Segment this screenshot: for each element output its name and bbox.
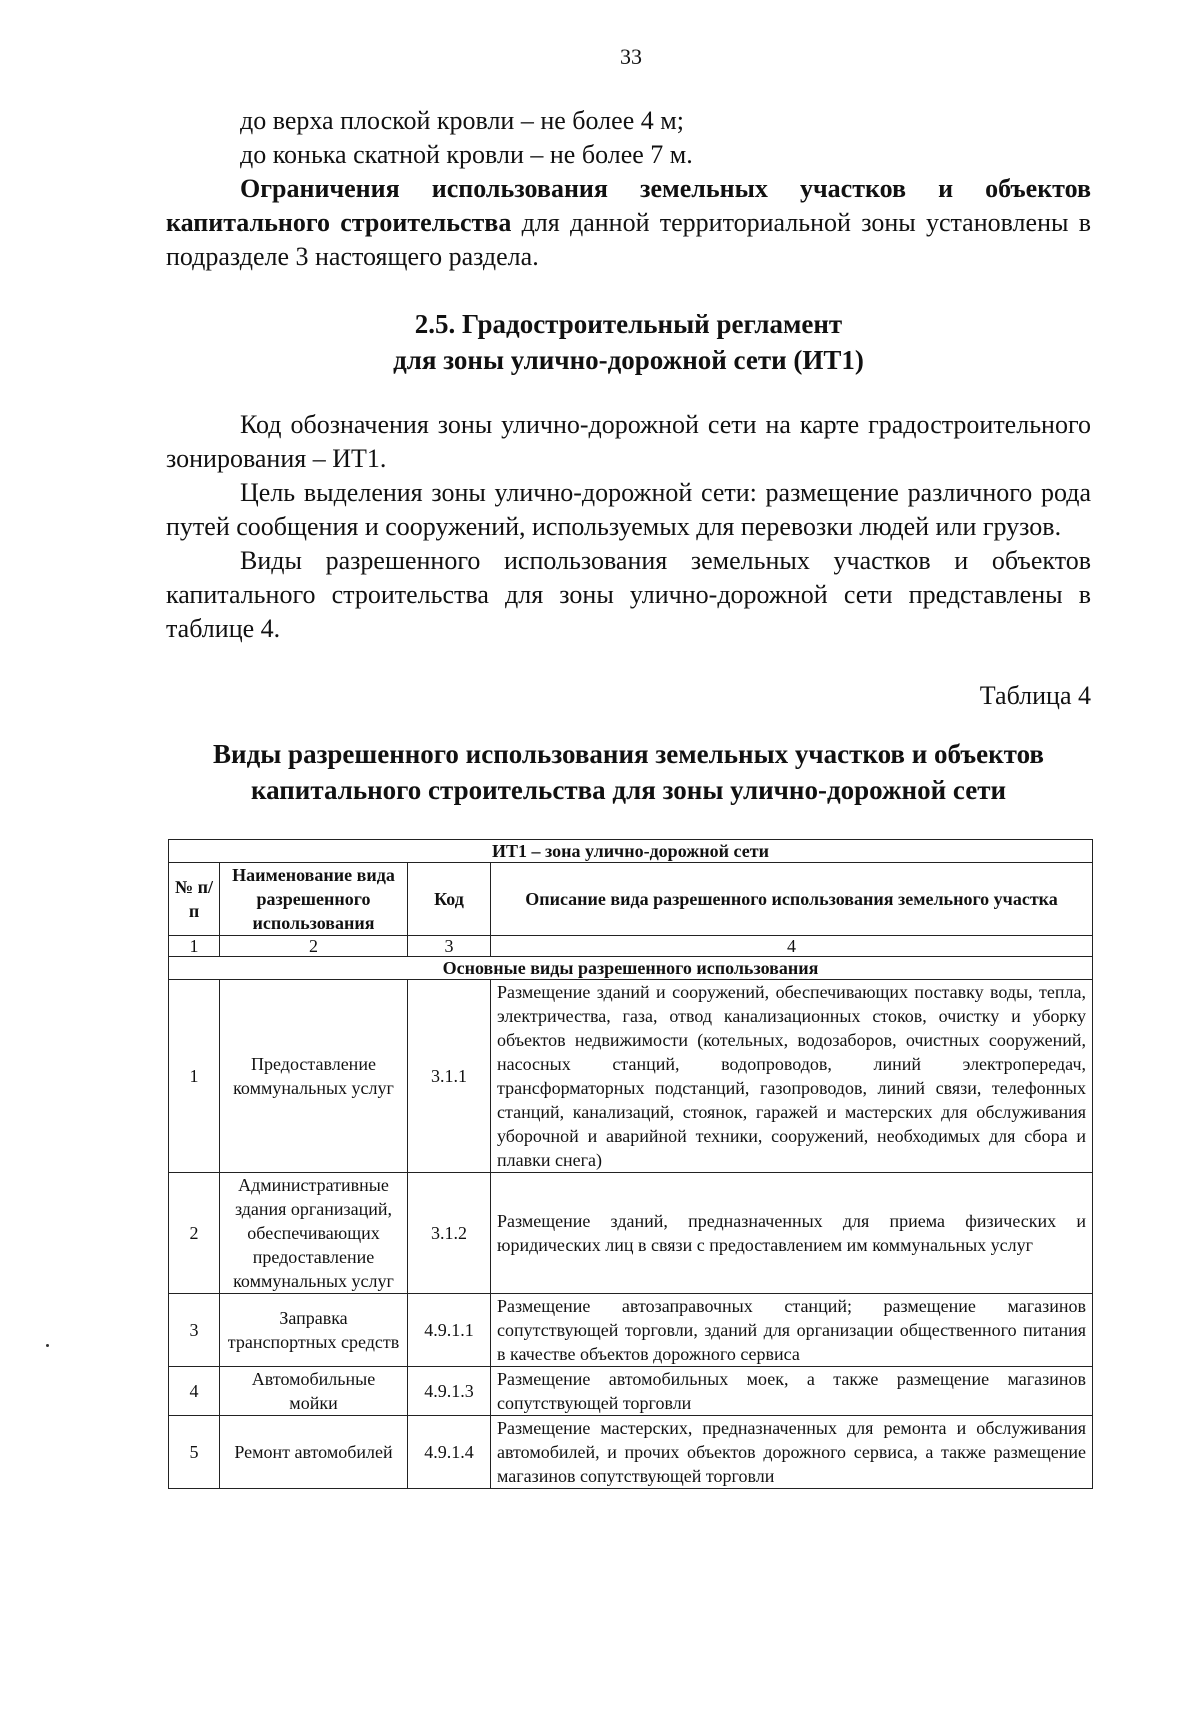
main-uses-subheader: Основные виды разрешенного использования [169,957,1093,980]
row-desc: Размещение мастерских, предназначенных для ремонта и обслуживания автомобилей, и прочих объектов дорожного сервиса, а также размещение магазинов сопутствующей торговли [491,1416,1093,1489]
zone-title: ИТ1 – зона улично-дорожной сети [169,840,1093,863]
row-desc: Размещение автомобильных моек, а также размещение магазинов сопутствующей торговли [491,1367,1093,1416]
table-number: Таблица 4 [979,681,1091,710]
row-code: 4.9.1.4 [408,1416,491,1489]
row-code: 3.1.2 [408,1173,491,1294]
section-title-line-1: 2.5. Градостроительный регламент [414,309,843,339]
restrictions-bold: Ограничения использования земельных участков и объектов капитального строительства [166,174,1091,237]
paragraph-table-ref: Виды разрешенного использования земельных участков и объектов капитального строительства для зоны улично-дорожной сети представлены в таблице 4. [166,546,1091,643]
row-desc: Размещение зданий и сооружений, обеспечивающих поставку воды, тепла, электричества, газа, отвод канализационных стоков, очистку и уборку объектов недвижимости (котельных, водозаборов, очистных сооружений, насосных станций, водопроводов, линий электропередач, трансформаторных подстанций, газопроводов, линий связи, телефонных станций, канализаций, стоянок, гаражей и мастерских для обслуживания уборочной и аварийной техники, сооружений, необходимых для сбора и плавки снега) [491,980,1093,1173]
row-name: Ремонт автомобилей [220,1416,408,1489]
row-num: 5 [169,1416,220,1489]
scan-speck [46,1344,49,1347]
row-num: 3 [169,1294,220,1367]
page-number: 33 [620,44,642,69]
intro-line-2: до конька скатной кровли – не более 7 м. [240,140,693,169]
table-row [169,1294,1093,1367]
header-num: № п/п [169,863,220,936]
section-title [166,306,1091,378]
row-code: 3.1.1 [408,980,491,1173]
land-use-table [168,839,1093,1489]
table-row [169,1367,1093,1416]
column-numbers-row [169,936,1093,957]
row-code: 4.9.1.1 [408,1294,491,1367]
header-code: Код [408,863,491,936]
row-desc: Размещение зданий, предназначенных для приема физических и юридических лиц в связи с предоставлением им коммунальных услуг [491,1173,1093,1294]
col-number-4: 4 [491,936,1093,957]
intro-line-1: до верха плоской кровли – не более 4 м; [240,106,684,135]
row-name: Административные здания организаций, обеспечивающих предоставление коммунальных услуг [220,1173,408,1294]
row-name: Автомобильные мойки [220,1367,408,1416]
table-caption-line-2: капитального строительства для зоны улично-дорожной сети [250,775,1007,805]
row-name: Заправка транспортных средств [220,1294,408,1367]
table-header-row [169,863,1093,936]
col-number-1: 1 [169,936,220,957]
row-num: 1 [169,980,220,1173]
intro-block [166,104,1091,274]
table-row [169,980,1093,1173]
restrictions-paragraph [166,172,1091,274]
row-num: 4 [169,1367,220,1416]
body-paragraphs [166,408,1091,646]
restrictions-rest: для данной территориальной зоны установлены в подразделе 3 настоящего раздела. [166,208,1091,271]
header-name: Наименование вида разрешенного использования [220,863,408,936]
header-desc: Описание вида разрешенного использования земельного участка [491,863,1093,936]
row-name: Предоставление коммунальных услуг [220,980,408,1173]
paragraph-zone-code: Код обозначения зоны улично-дорожной сети на карте градостроительного зонирования – ИТ1. [166,410,1091,473]
table-row [169,1416,1093,1489]
table-caption [166,736,1091,808]
table-caption-line-1: Виды разрешенного использования земельных участков и объектов [213,739,1044,769]
row-num: 2 [169,1173,220,1294]
col-number-3: 3 [408,936,491,957]
col-number-2: 2 [220,936,408,957]
section-title-line-2: для зоны улично-дорожной сети (ИТ1) [393,345,864,375]
table-row [169,1173,1093,1294]
row-desc: Размещение автозаправочных станций; размещение магазинов сопутствующей торговли, зданий для организации общественного питания в качестве объектов дорожного сервиса [491,1294,1093,1367]
row-code: 4.9.1.3 [408,1367,491,1416]
paragraph-zone-purpose: Цель выделения зоны улично-дорожной сети: размещение различного рода путей сообщения и сооружений, используемых для перевозки людей или грузов. [166,478,1091,541]
